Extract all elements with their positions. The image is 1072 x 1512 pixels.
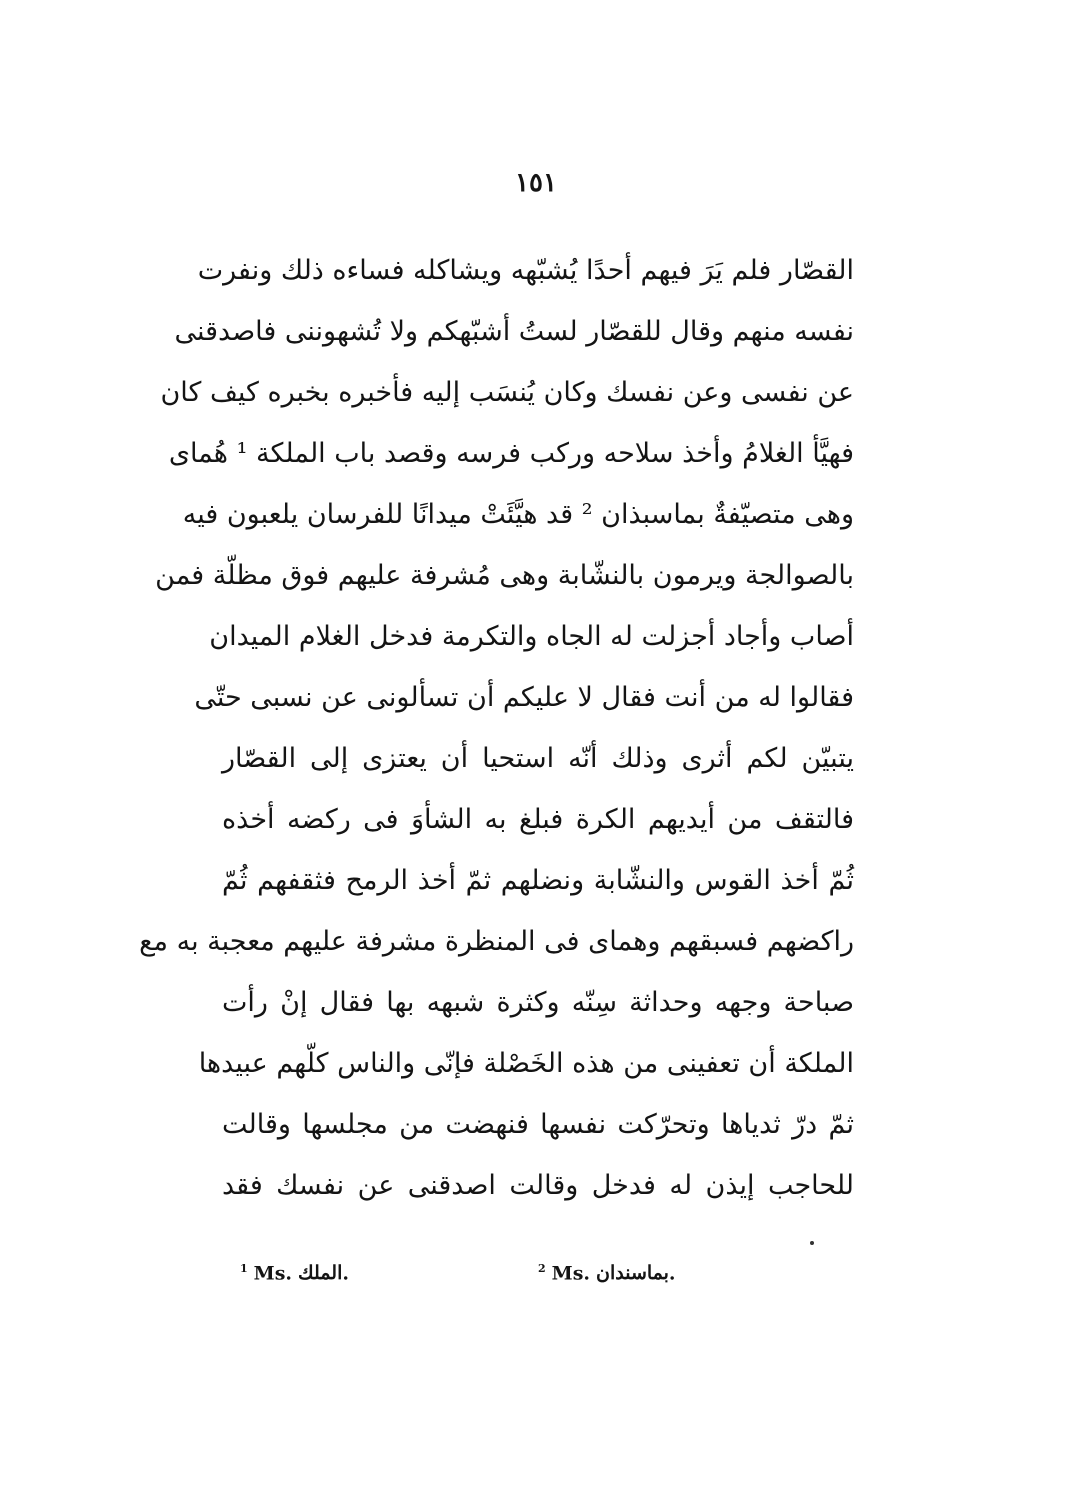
- text-line-10: فالتقف من أيديهم الكرة فبلغ به الشأوَ فى ركضه أخذه: [222, 804, 854, 835]
- text-line-14: الملكة أن تعفينى من هذه الخَصْلة فإنّى والناس كلّهم عبيدها: [198, 1048, 854, 1079]
- footnote-number: 2: [538, 1262, 546, 1275]
- text-line-7: أصاب وأجاد أجزلت له الجاه والتكرمة فدخل الغلام الميدان: [209, 621, 854, 652]
- footnote-variant: بماسندان: [596, 1262, 669, 1285]
- footnote-prefix: Ms.: [253, 1262, 292, 1285]
- text-line-1: القصّار فلم يَرَ فيهم أحدًا يُشبّهه ويشاكله فساءه ذلك ونفرت: [197, 255, 854, 286]
- page-number: ١٥١: [515, 168, 557, 198]
- text-line-16: للحاجب إيذن له فدخل وقالت اصدقنى عن نفسك فقد: [222, 1170, 854, 1201]
- text-body: [139, 240, 854, 1216]
- text-line-13: صباحة وجهه وحداثة سِنّه وكثرة شبهه بها فقال إنْ رأت: [222, 987, 854, 1018]
- text-line-8: فقالوا له من أنت فقال لا عليكم أن تسألونى عن نسبى حتّى: [194, 682, 854, 713]
- text-line-6: بالصوالجة ويرمون بالنشّابة وهى مُشرفة عليهم فوق مظلّة فمن: [155, 560, 854, 591]
- footnote-suffix: .: [668, 1262, 676, 1285]
- footnotes: [0, 1262, 1072, 1292]
- text-line-5: وهى متصيّفةٌ بماسبذان ² قد هيَّئَتْ ميدانًا للفرسان يلعبون فيه: [182, 499, 854, 530]
- text-line-9: يتبيّن لكم أثرى وذلك أنّه استحيا أن يعتزى إلى القصّار: [222, 743, 854, 774]
- footnote-1: [240, 1262, 349, 1284]
- footnote-2: [538, 1262, 676, 1284]
- text-line-11: ثُمّ أخذ القوس والنشّابة ونضلهم ثمّ أخذ الرمح فثقفهم ثُمّ: [222, 865, 854, 896]
- footnote-suffix: .: [342, 1262, 349, 1285]
- text-line-4: فهيَّأ الغلامُ وأخذ سلاحه وركب فرسه وقصد باب الملكة ¹ هُماى: [168, 438, 854, 469]
- footnote-number: 1: [240, 1262, 248, 1275]
- text-line-2: نفسه منهم وقال للقصّار لستُ أشبّهكم ولا تُشهوننى فاصدقنى: [174, 316, 854, 347]
- dot-mark: [810, 1241, 814, 1245]
- text-line-12: راكضهم فسبقهم وهماى فى المنظرة مشرفة عليهم معجبة به مع: [139, 926, 854, 957]
- footnote-prefix: Ms.: [551, 1262, 590, 1285]
- footnote-variant: الملك: [298, 1262, 343, 1285]
- text-line-3: عن نفسى وعن نفسك وكان يُنسَب إليه فأخبره بخبره كيف كان: [160, 377, 854, 408]
- text-line-15: ثمّ درّ ثدياها وتحرّكت نفسها فنهضت من مجلسها وقالت: [222, 1109, 854, 1140]
